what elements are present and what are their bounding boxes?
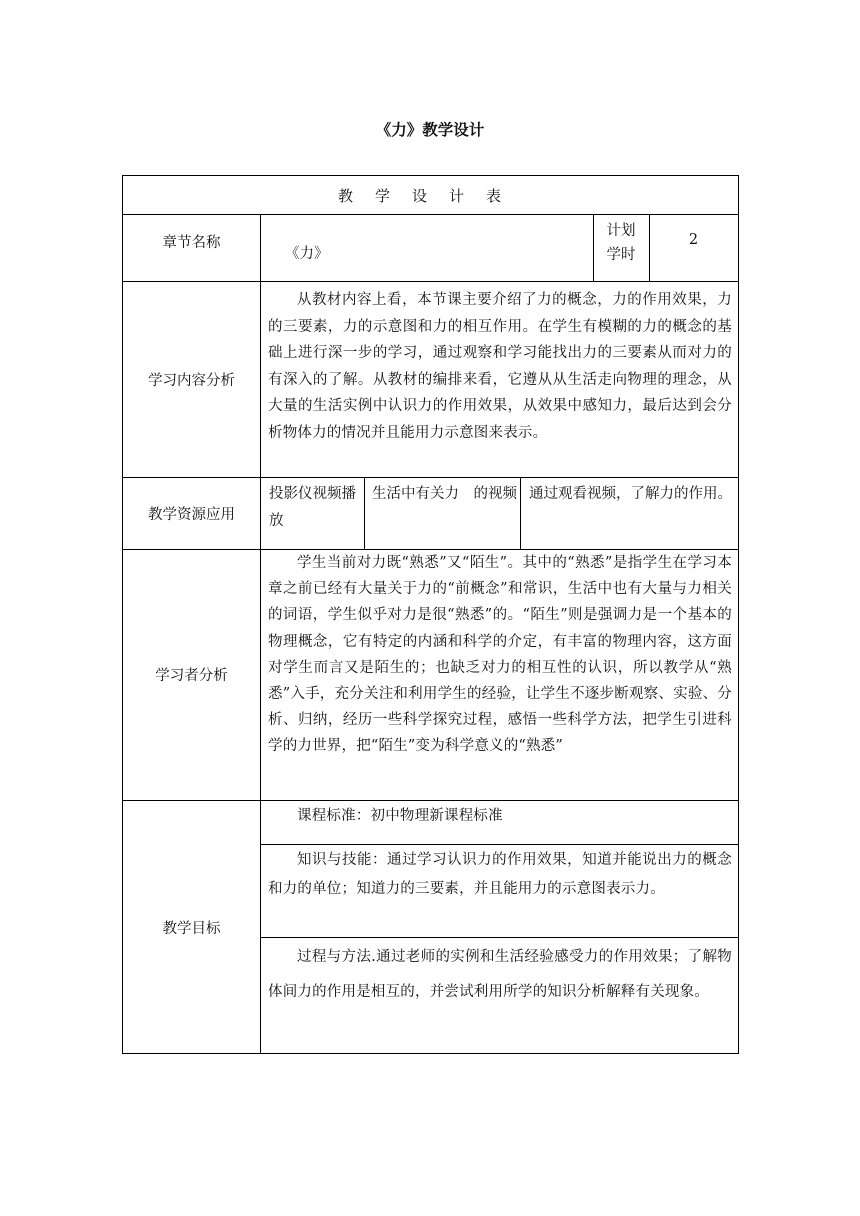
content-analysis-label: 学习内容分析 [148, 372, 235, 389]
column-divider [520, 477, 521, 549]
resources-label: 教学资源应用 [148, 506, 235, 523]
resources-col2: 生活中有关力 的视频 [372, 486, 517, 502]
planned-hours-label-line2: 学时 [606, 247, 636, 263]
chapter-value: 《力》 [285, 246, 329, 262]
column-divider [260, 214, 261, 1054]
planned-hours-label-line1: 计划 [606, 223, 636, 239]
planned-hours-value: 2 [688, 232, 699, 248]
objective-process-methods: 过程与方法.通过老师的实例和生活经验感受力的作用效果；了解物体间力的作用是相互的，并尝试利用所学的知识分析解释有关现象。 [268, 949, 732, 1000]
objectives-label: 教学目标 [162, 920, 221, 937]
design-table [122, 175, 739, 1054]
row-divider [260, 844, 738, 845]
resources-col3: 通过观看视频，了解力的作用。 [529, 486, 732, 502]
column-divider [364, 477, 365, 549]
planned-hours-label [593, 214, 649, 281]
objective-course-standard: 课程标准：初中物理新课程标准 [297, 808, 503, 824]
row-divider [260, 937, 738, 938]
table-header-text: 教学设计表 [337, 186, 523, 205]
objective-knowledge-skills: 知识与技能：通过学习认识力的作用效果，知道并能说出力的概念和力的单位；知道力的三要素，并且能用力的示意图表示力。 [268, 852, 732, 897]
chapter-label: 章节名称 [162, 235, 221, 251]
learner-analysis-label: 学习者分析 [155, 668, 228, 684]
document-title: 《力》教学设计 [375, 121, 485, 139]
resources-col1: 投影仪视频播放 [269, 486, 356, 529]
learner-analysis-text: 学生当前对力既“熟悉”又“陌生”。其中的“熟悉”是指学生在学习本章之前已经有大量关于力的“前概念”和常识，生活中也有大量与力相关的词语，学生似乎对力是很“熟悉”的。“陌生”则是强调力是一个基本的物理概念，它有特定的内涵和科学的介定，有丰富的物理内容，这方面对学生而言又是陌生的；也缺乏对力的相互性的认识，所以教学从“熟悉”入手，充分关注和利用学生的经验，让学生不逐步断观察、实验、分析、归纳，经历一些科学探究过程，感悟一些科学方法，把学生引进科学的力世界，把“陌生”变为科学意义的“熟悉” [268, 555, 732, 755]
content-analysis-text: 从教材内容上看，本节课主要介绍了力的概念，力的作用效果，力的三要素，力的示意图和力的相互作用。在学生有模糊的力的概念的基础上进行深一步的学习，通过观察和学习能找出力的三要素从而对力的有深入的了解。从教材的编排来看，它遵从从生活走向物理的理念，从大量的生活实例中认识力的作用效果，从效果中感知力，最后达到会分析物体力的情况并且能用力示意图来表示。 [268, 292, 732, 441]
table-header [123, 176, 738, 214]
